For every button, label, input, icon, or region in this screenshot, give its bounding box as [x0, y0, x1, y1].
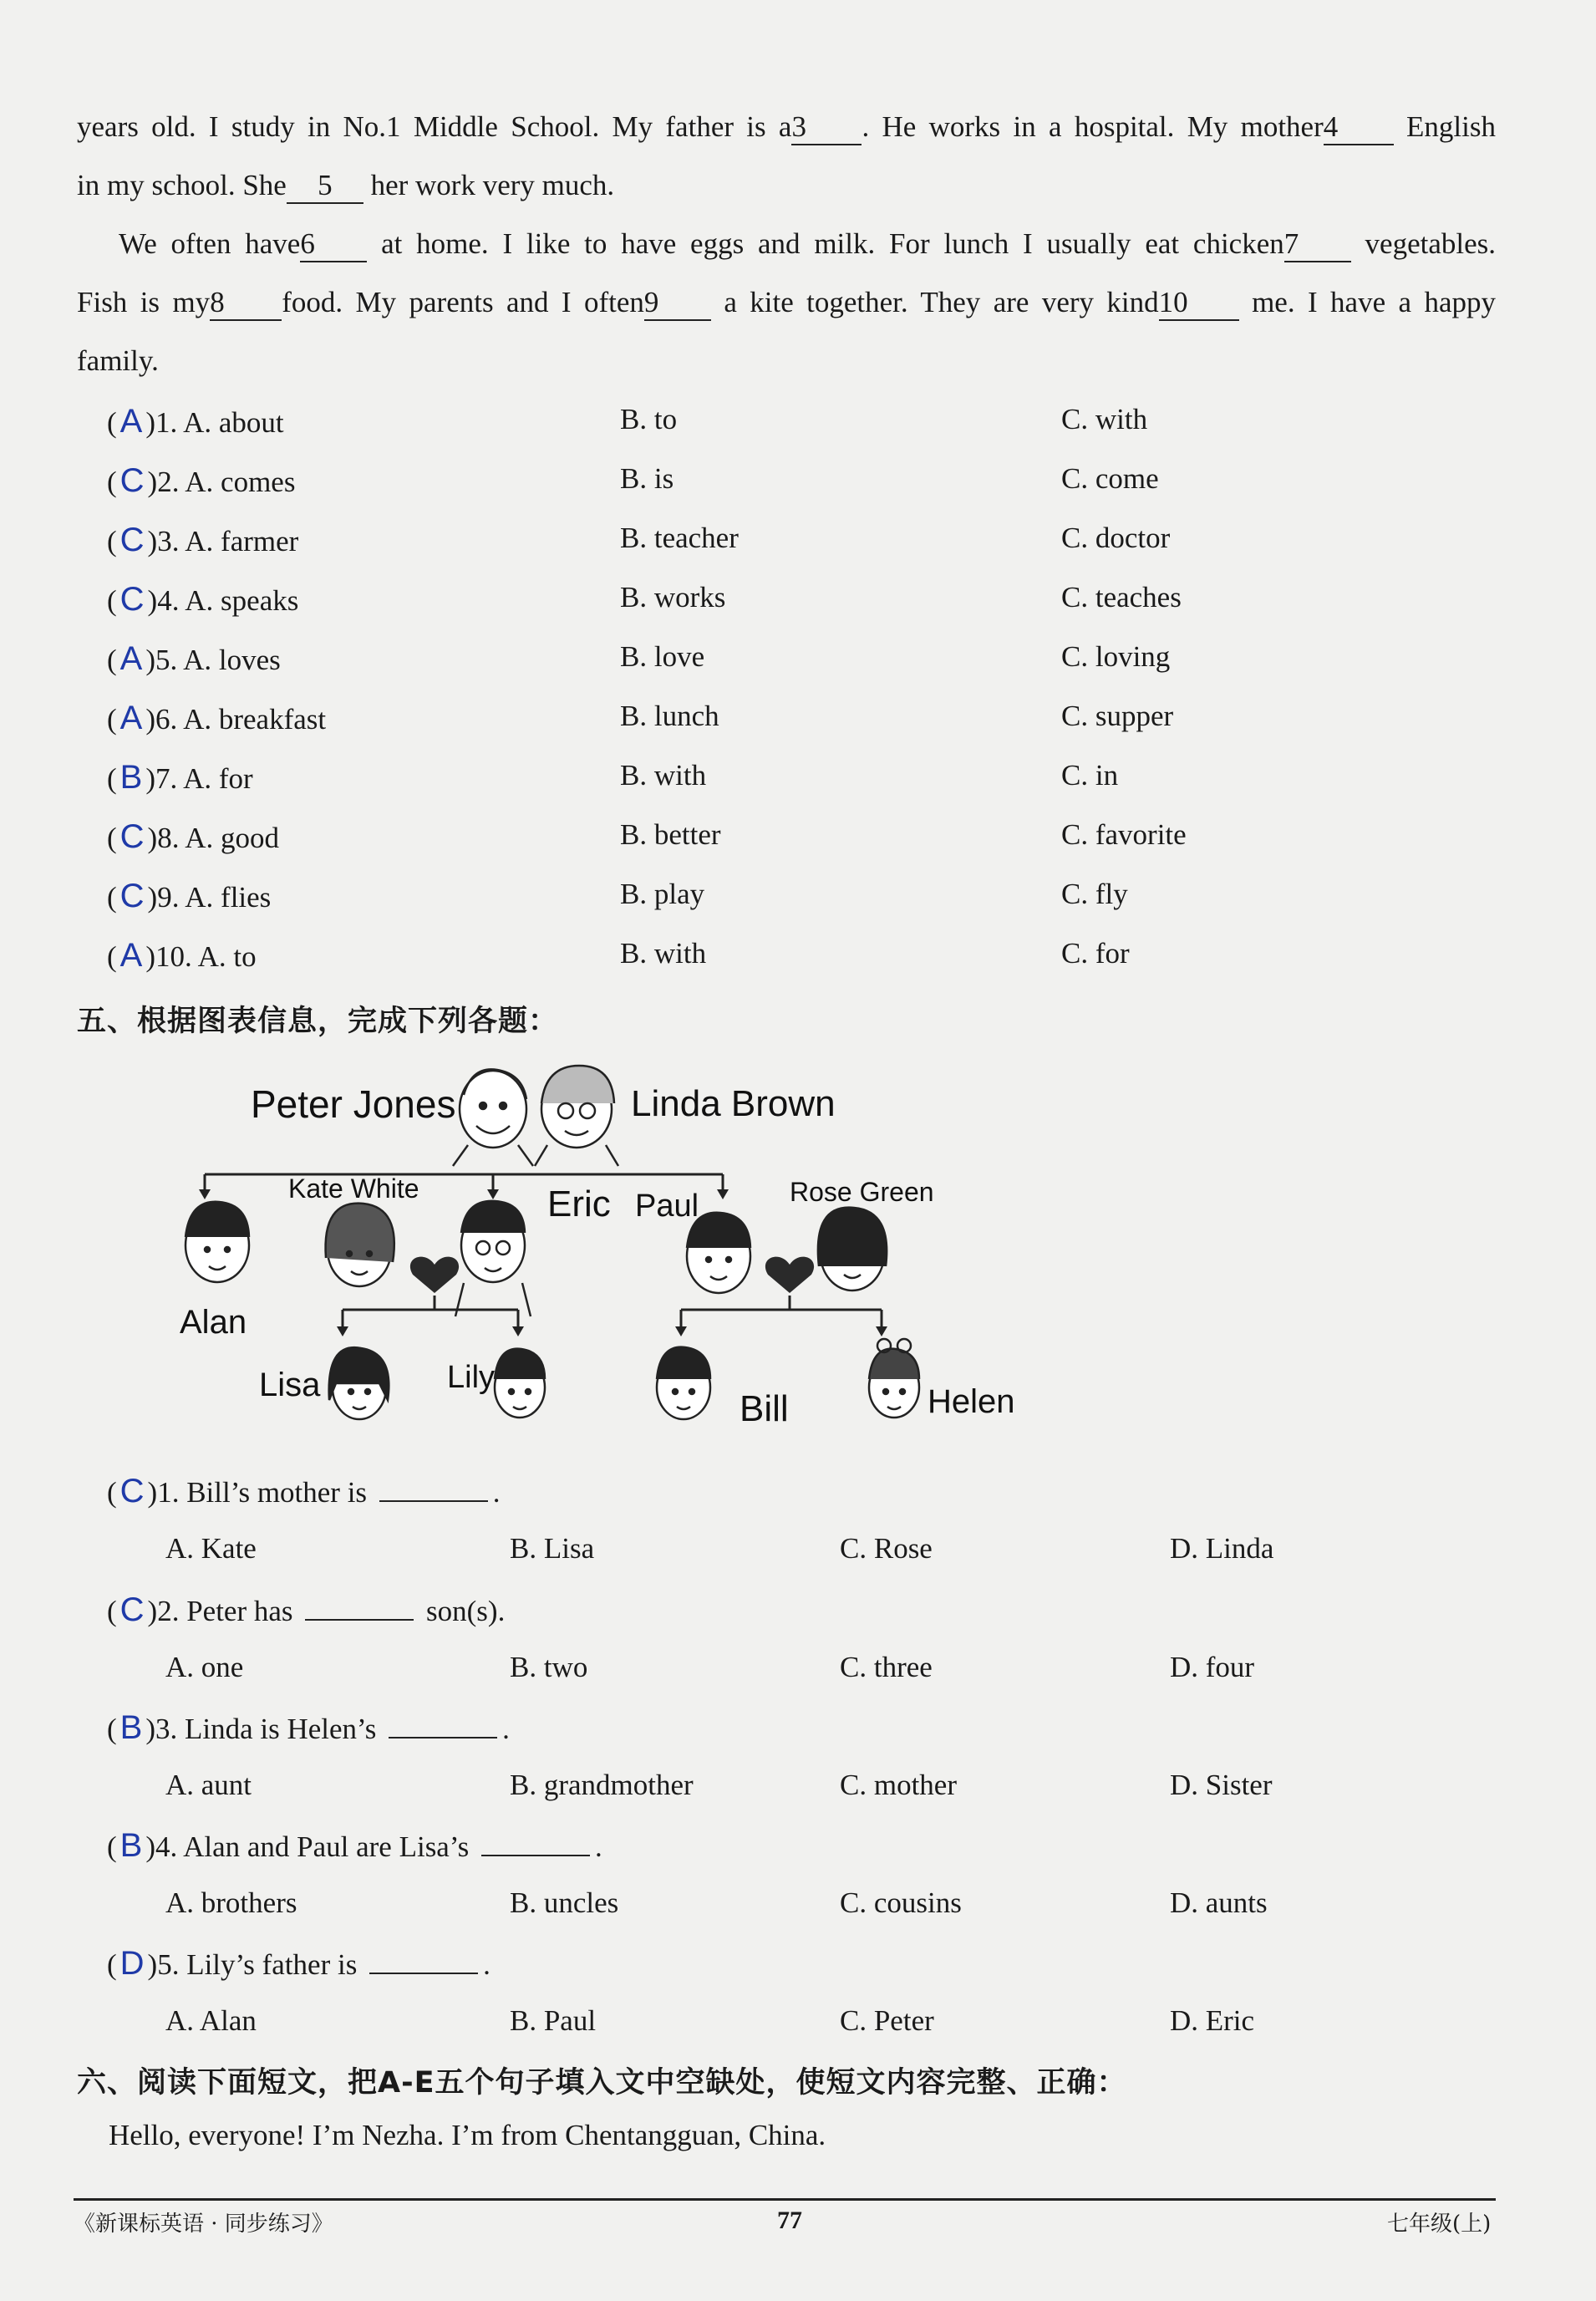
option-b: B. grandmother: [510, 1769, 694, 1801]
name-bill: Bill: [740, 1388, 789, 1429]
passage-text: English: [1406, 110, 1496, 143]
footer-grade: 七年级(上): [1387, 2212, 1492, 2237]
cloze-row: ( A )1. A. about: [107, 403, 284, 440]
option-c: C. teaches: [1061, 581, 1182, 613]
question-text: .: [502, 1713, 510, 1745]
grandfather-icon: [453, 1069, 533, 1166]
cloze-question: )5. A. loves: [145, 644, 281, 676]
name-paul: Paul: [635, 1189, 699, 1224]
option-c: C. mother: [840, 1769, 957, 1801]
question-text: )3. Linda is Helen’s: [145, 1713, 377, 1745]
name-linda-brown: Linda Brown: [631, 1083, 836, 1124]
blank-8: 8: [210, 287, 282, 321]
section-6-first-line: Hello, everyone! I’m Nezha. I’m from Chentangguan, China.: [109, 2119, 826, 2151]
option-b: B. two: [510, 1651, 588, 1683]
option-c: C. supper: [1061, 700, 1174, 732]
option-a: A. one: [165, 1651, 244, 1683]
cloze-row: ( C )4. A. speaks: [107, 581, 299, 618]
option-c: C. in: [1061, 759, 1119, 792]
answer-mark: A: [119, 937, 143, 974]
question-text: .: [483, 1948, 490, 1981]
cloze-question: )8. A. good: [147, 822, 280, 854]
answer-blank: [369, 1973, 478, 1974]
question-text: )4. Alan and Paul are Lisa’s: [145, 1830, 470, 1863]
answer-mark: A: [119, 700, 143, 736]
blank-4: 4: [1324, 111, 1394, 145]
passage-text: her work very much.: [370, 169, 615, 201]
answer-mark: A: [119, 403, 143, 440]
cloze-question: )10. A. to: [145, 940, 257, 973]
answer-mark: C: [119, 818, 145, 855]
question-row: ( B )3. Linda is Helen’s .: [107, 1709, 510, 1746]
passage-line-4: [77, 286, 1496, 321]
cloze-question: )7. A. for: [145, 762, 253, 795]
passage-text: a kite together. They are very kind: [724, 286, 1159, 318]
cloze-question: )2. A. comes: [147, 466, 296, 498]
option-a: A. Alan: [165, 2004, 257, 2037]
option-c: C. favorite: [1061, 818, 1187, 851]
option-b: B. play: [620, 878, 705, 910]
cloze-row: ( A )6. A. breakfast: [107, 700, 327, 736]
answer-blank: [305, 1619, 414, 1621]
question-row: ( C )2. Peter has son(s).: [107, 1591, 506, 1628]
option-c: C. doctor: [1061, 522, 1171, 554]
alan-icon: [186, 1202, 249, 1282]
cloze-row: ( A )5. A. loves: [107, 640, 281, 677]
option-d: D. four: [1170, 1651, 1255, 1683]
option-c: C. with: [1061, 403, 1148, 435]
kate-icon: [326, 1204, 394, 1286]
name-lisa: Lisa: [259, 1367, 321, 1403]
answer-mark: C: [119, 878, 145, 914]
cloze-question: )3. A. farmer: [147, 525, 299, 557]
question-text: .: [594, 1830, 602, 1863]
connector-arrows: [337, 1326, 887, 1336]
option-c: C. loving: [1061, 640, 1171, 673]
answer-mark: B: [119, 759, 143, 796]
question-text: )2. Peter has: [147, 1595, 293, 1627]
cloze-question: )6. A. breakfast: [145, 703, 327, 736]
cloze-row: ( C )9. A. flies: [107, 878, 272, 914]
passage-line-5: family.: [77, 344, 159, 377]
answer-mark: B: [119, 1827, 143, 1864]
passage-text: We often have: [119, 227, 301, 260]
option-b: B. is: [620, 462, 674, 495]
answer-mark: C: [119, 522, 145, 558]
name-kate-white: Kate White: [288, 1173, 419, 1204]
option-b: B. with: [620, 759, 707, 792]
cloze-row: ( C )8. A. good: [107, 818, 280, 855]
passage-line-2: [77, 169, 614, 204]
passage-text: vegetables.: [1365, 227, 1497, 260]
option-c: C. fly: [1061, 878, 1128, 910]
question-row: ( B )4. Alan and Paul are Lisa’s .: [107, 1827, 602, 1864]
helen-icon: [869, 1339, 919, 1418]
passage-text: at home. I like to have eggs and milk. For lunch I usually eat chicken: [381, 227, 1284, 260]
section-5-heading: 五、根据图表信息，完成下列各题：: [77, 1005, 559, 1038]
cloze-question: )1. A. about: [145, 406, 284, 439]
blank-3: 3: [791, 111, 862, 145]
option-a: A. aunt: [165, 1769, 252, 1801]
answer-mark: C: [119, 1473, 145, 1509]
blank-9: 9: [644, 287, 711, 321]
question-row: ( C )1. Bill’s mother is .: [107, 1473, 501, 1509]
option-c: C. Peter: [840, 2004, 934, 2037]
paul-icon: [687, 1213, 750, 1293]
cloze-row: ( B )7. A. for: [107, 759, 253, 796]
option-c: C. Rose: [840, 1532, 933, 1565]
lisa-icon: [329, 1347, 389, 1419]
bill-icon: [657, 1347, 710, 1419]
question-text: son(s).: [426, 1595, 506, 1627]
option-d: D. Eric: [1170, 2004, 1255, 2037]
passage-text: me. I have a happy: [1252, 286, 1496, 318]
option-b: B. love: [620, 640, 705, 673]
page-number: 77: [777, 2207, 802, 2234]
option-b: B. better: [620, 818, 721, 851]
name-lily: Lily: [447, 1360, 496, 1395]
passage-line-3: [119, 227, 1496, 262]
footer-divider: [74, 2198, 1496, 2201]
blank-6: 6: [300, 228, 367, 262]
passage-text: food. My parents and I often: [282, 286, 644, 318]
heart-icon: [765, 1257, 814, 1293]
name-peter-jones: Peter Jones: [251, 1082, 456, 1126]
option-b: B. Lisa: [510, 1532, 595, 1565]
question-text: )1. Bill’s mother is: [147, 1476, 368, 1509]
passage-text: . He works in a hospital. My mother: [862, 110, 1324, 143]
answer-blank: [481, 1855, 590, 1856]
passage-text: in my school. She: [77, 169, 287, 201]
option-a: A. Kate: [165, 1532, 257, 1565]
option-b: B. Paul: [510, 2004, 597, 2037]
blank-7: 7: [1284, 228, 1351, 262]
option-c: C. for: [1061, 937, 1130, 970]
family-tree-diagram: [125, 1057, 1045, 1450]
name-rose-green: Rose Green: [790, 1177, 934, 1207]
answer-mark: C: [119, 462, 145, 499]
answer-blank: [389, 1737, 497, 1738]
passage-text: years old. I study in No.1 Middle School. My father is a: [77, 110, 792, 143]
question-text: .: [492, 1476, 501, 1509]
question-row: ( D )5. Lily’s father is .: [107, 1945, 490, 1982]
answer-mark: D: [119, 1945, 145, 1982]
option-b: B. lunch: [620, 700, 719, 732]
blank-5: 5: [287, 170, 363, 204]
grandmother-icon: [535, 1066, 618, 1166]
option-b: B. teacher: [620, 522, 739, 554]
passage-text: Fish is my: [77, 286, 211, 318]
eric-icon: [455, 1201, 531, 1316]
name-helen: Helen: [928, 1383, 1015, 1420]
option-b: B. with: [620, 937, 707, 970]
option-d: D. Linda: [1170, 1532, 1274, 1565]
cloze-row: ( C )3. A. farmer: [107, 522, 299, 558]
lily-icon: [495, 1349, 545, 1418]
answer-mark: B: [119, 1709, 143, 1746]
option-b: B. to: [620, 403, 678, 435]
option-c: C. cousins: [840, 1886, 962, 1919]
heart-icon: [410, 1257, 459, 1293]
answer-mark: C: [119, 581, 145, 618]
option-c: C. come: [1061, 462, 1159, 495]
name-eric: Eric: [547, 1184, 611, 1224]
footer-book-title: 《新课标英语 · 同步练习》: [74, 2212, 333, 2237]
cloze-row: ( A )10. A. to: [107, 937, 257, 974]
question-text: )5. Lily’s father is: [147, 1948, 358, 1981]
name-alan: Alan: [180, 1304, 247, 1341]
passage-line-1: [77, 110, 1496, 145]
option-c: C. three: [840, 1651, 933, 1683]
answer-blank: [379, 1500, 488, 1502]
blank-10: 10: [1159, 287, 1239, 321]
section-6-heading: 六、阅读下面短文，把A-E五个句子填入文中空缺处，使短文内容完整、正确：: [77, 2066, 1127, 2100]
option-d: D. aunts: [1170, 1886, 1268, 1919]
connector-children: [343, 1296, 882, 1329]
option-d: D. Sister: [1170, 1769, 1273, 1801]
answer-mark: C: [119, 1591, 145, 1628]
option-a: A. brothers: [165, 1886, 297, 1919]
answer-mark: A: [119, 640, 143, 677]
cloze-row: ( C )2. A. comes: [107, 462, 296, 499]
option-b: B. works: [620, 581, 726, 613]
option-b: B. uncles: [510, 1886, 619, 1919]
cloze-question: )9. A. flies: [147, 881, 272, 914]
rose-icon: [818, 1208, 887, 1290]
cloze-question: )4. A. speaks: [147, 584, 299, 617]
